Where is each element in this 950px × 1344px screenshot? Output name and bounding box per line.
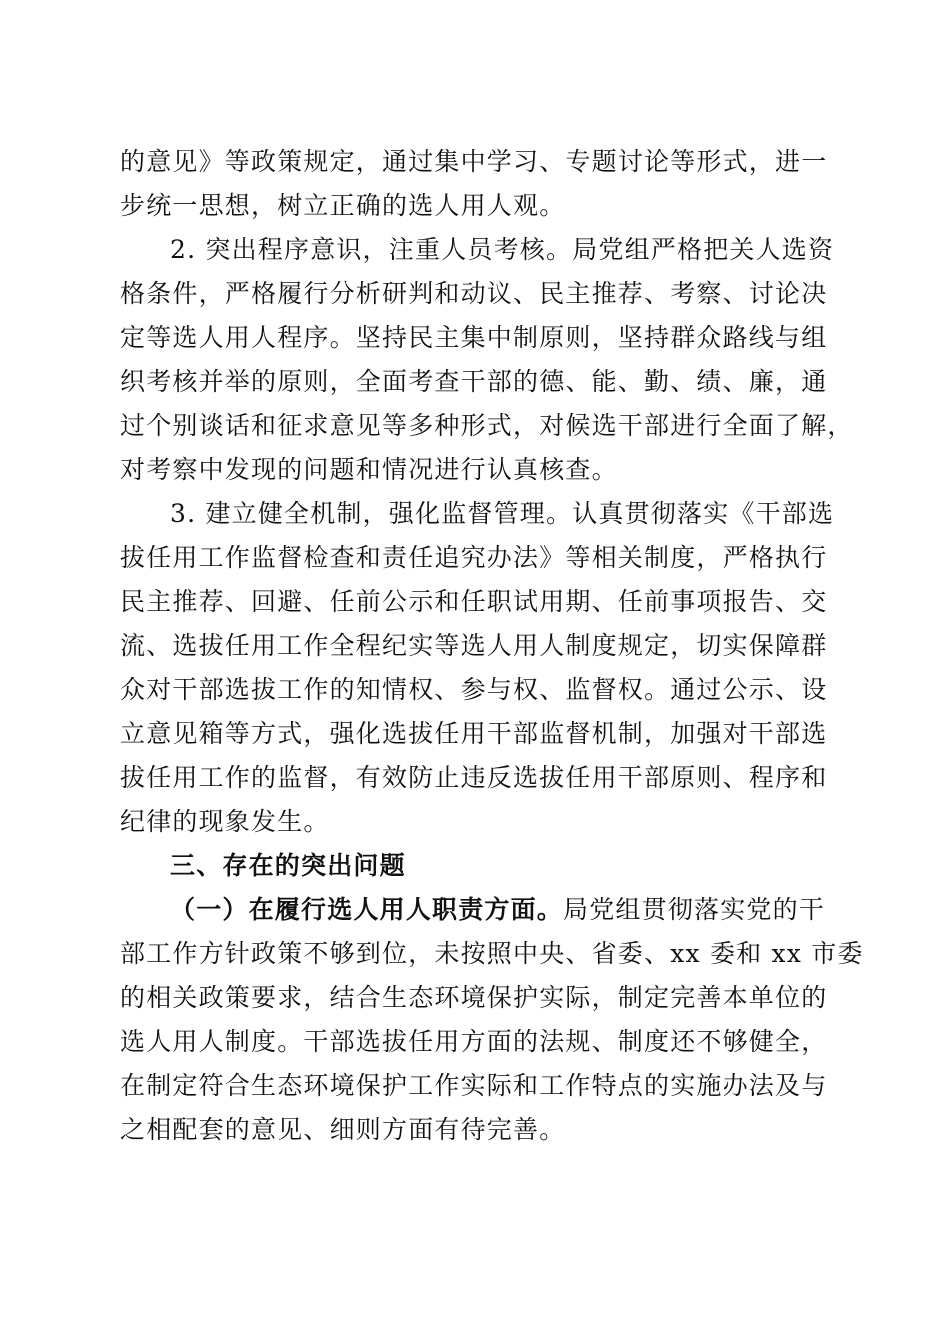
paragraph-line: 对考察中发现的问题和情况进行认真核查。	[120, 455, 618, 484]
paragraph-line: 部工作方针政策不够到位，未按照中央、省委、xx 委和 xx 市委	[120, 939, 864, 968]
paragraph-line: 立意见箱等方式，强化选拔任用干部监督机制，加强对干部选	[120, 719, 828, 748]
paragraph-line: 之相配套的意见、细则方面有待完善。	[120, 1115, 566, 1144]
paragraph-line: 的意见》等政策规定，通过集中学习、专题讨论等形式，进一	[120, 147, 828, 176]
paragraph-line: 民主推荐、回避、任前公示和任职试用期、任前事项报告、交	[120, 587, 828, 616]
paragraph-line	[170, 888, 832, 932]
paragraph-line: 步统一思想，树立正确的选人用人观。	[120, 191, 566, 220]
paragraph-line: 3. 建立健全机制，强化监督管理。认真贯彻落实《干部选	[170, 499, 835, 528]
section-heading: 三、存在的突出问题	[170, 851, 406, 880]
paragraph-line: 的相关政策要求，结合生态环境保护实际，制定完善本单位的	[120, 983, 828, 1012]
paragraph-line: 纪律的现象发生。	[120, 807, 330, 836]
paragraph-text: 局党组贯彻落实党的干	[563, 895, 826, 924]
paragraph-line: 拔任用工作监督检查和责任追究办法》等相关制度，严格执行	[120, 543, 828, 572]
paragraph-line: 过个别谈话和征求意见等多种形式，对候选干部进行全面了解，	[120, 411, 854, 440]
paragraph-line: 定等选人用人程序。坚持民主集中制原则，坚持群众路线与组	[120, 323, 828, 352]
paragraph-line: 流、选拔任用工作全程纪实等选人用人制度规定，切实保障群	[120, 631, 828, 660]
paragraph-line: 选人用人制度。干部选拔任用方面的法规、制度还不够健全，	[120, 1027, 828, 1056]
paragraph-line: 拔任用工作的监督，有效防止违反选拔任用干部原则、程序和	[120, 763, 828, 792]
subsection-heading: （一）在履行选人用人职责方面。	[170, 895, 564, 924]
paragraph-line: 织考核并举的原则，全面考查干部的德、能、勤、绩、廉，通	[120, 367, 828, 396]
paragraph-line: 2. 突出程序意识，注重人员考核。局党组严格把关人选资	[170, 235, 835, 264]
paragraph-line: 在制定符合生态环境保护工作实际和工作特点的实施办法及与	[120, 1071, 828, 1100]
paragraph-line: 众对干部选拔工作的知情权、参与权、监督权。通过公示、设	[120, 675, 828, 704]
paragraph-line: 格条件，严格履行分析研判和动议、民主推荐、考察、讨论决	[120, 279, 828, 308]
